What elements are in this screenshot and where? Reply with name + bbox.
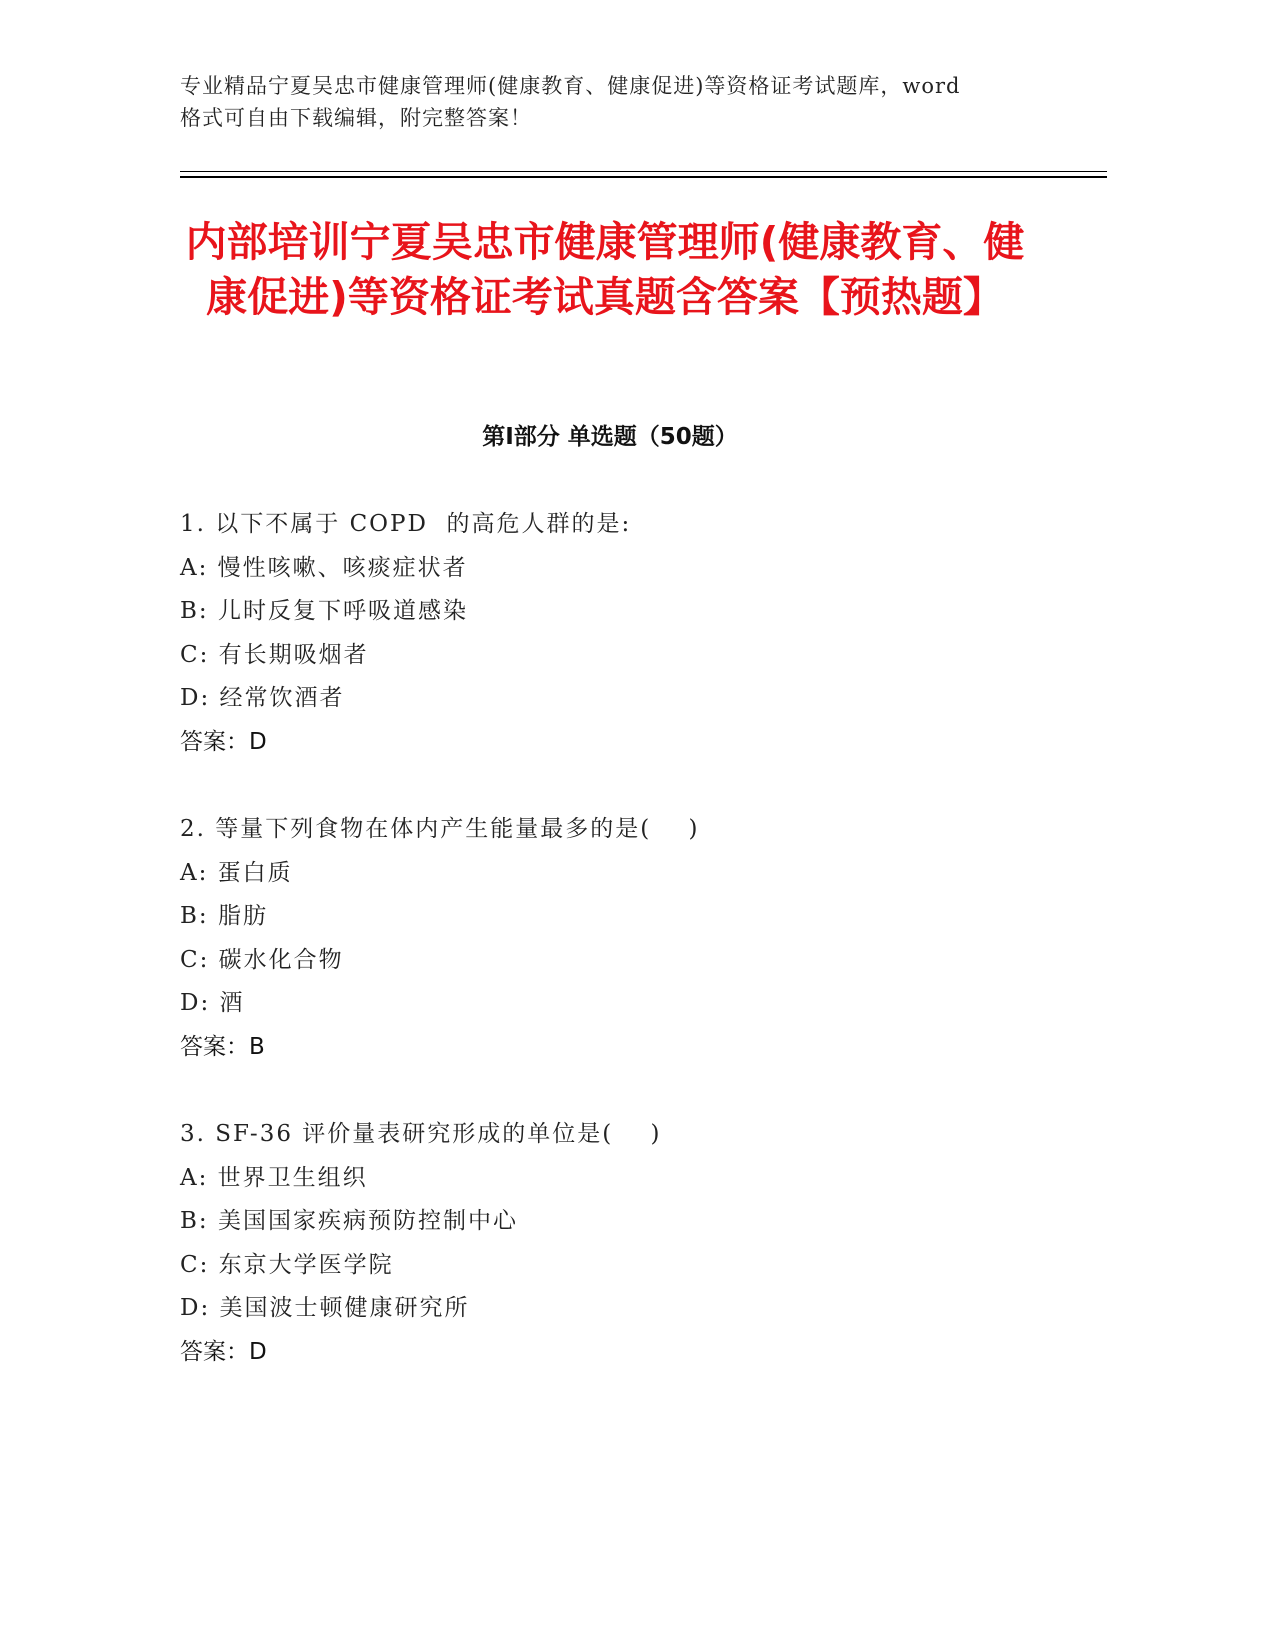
option-c: C: 有长期吸烟者 (180, 641, 369, 668)
option-a: A: 慢性咳嗽、咳痰症状者 (180, 554, 468, 581)
option-d: D: 美国波士顿健康研究所 (180, 1295, 470, 1321)
answer-key: 答案：D (180, 728, 267, 755)
document-title: 内部培训宁夏吴忠市健康管理师(健康教育、健康促进)等资格证考试真题含答案【预热题】 (185, 218, 1025, 321)
answer-key: 答案：B (180, 1033, 265, 1060)
option-a: A: 蛋白质 (180, 859, 293, 886)
header-divider-thin (180, 171, 1107, 172)
option-b: B: 儿时反复下呼吸道感染 (180, 598, 468, 624)
option-d: D: 经常饮酒者 (180, 685, 345, 711)
question-stem: 1. 以下不属于 COPD 的高危人群的是: (180, 511, 632, 537)
option-c: C: 碳水化合物 (180, 946, 344, 973)
question-item (180, 503, 1080, 764)
option-d: D: 酒 (180, 990, 245, 1016)
option-c: C: 东京大学医学院 (180, 1251, 394, 1278)
header-note (180, 70, 1080, 134)
answer-key: 答案：D (180, 1338, 267, 1365)
option-b: B: 美国国家疾病预防控制中心 (180, 1208, 518, 1234)
section-heading: 第Ⅰ部分 单选题（50题） (482, 424, 738, 450)
option-b: B: 脂肪 (180, 903, 268, 929)
question-stem: 3. SF-36 评价量表研究形成的单位是( ) (180, 1121, 662, 1147)
option-a: A: 世界卫生组织 (180, 1164, 368, 1191)
header-note-line-2: 格式可自由下载编辑，附完整答案！ (180, 106, 532, 130)
header-divider-thick (180, 176, 1107, 178)
header-note-line-1: 专业精品宁夏吴忠市健康管理师(健康教育、健康促进)等资格证考试题库，word (180, 74, 961, 98)
question-stem: 2. 等量下列食物在体内产生能量最多的是( ) (180, 816, 700, 842)
question-item (180, 808, 1080, 1069)
question-item (180, 1113, 1080, 1374)
